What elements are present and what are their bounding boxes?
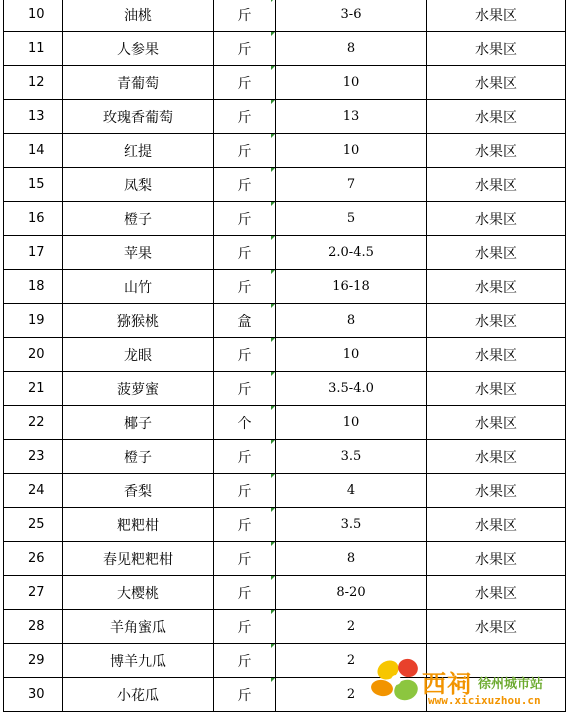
product-name-cell[interactable]: 玫瑰香葡萄: [63, 100, 214, 134]
unit-cell[interactable]: 斤: [214, 474, 276, 508]
price-cell[interactable]: 3.5-4.0: [276, 372, 427, 406]
flower-logo-icon: [366, 650, 426, 710]
unit-cell[interactable]: 斤: [214, 338, 276, 372]
row-index-cell[interactable]: 14: [4, 134, 63, 168]
price-cell[interactable]: 3-6: [276, 0, 427, 32]
unit-cell[interactable]: 斤: [214, 0, 276, 32]
table-row: [4, 304, 566, 338]
table-row: [4, 202, 566, 236]
unit-cell[interactable]: 斤: [214, 100, 276, 134]
unit-cell[interactable]: 斤: [214, 236, 276, 270]
price-table: [3, 0, 566, 712]
product-name-cell[interactable]: 羊角蜜瓜: [63, 610, 214, 644]
table-row: [4, 100, 566, 134]
price-cell[interactable]: 3.5: [276, 440, 427, 474]
watermark-url: www.xicixuzhou.cn: [428, 694, 541, 707]
product-name-cell[interactable]: 龙眼: [63, 338, 214, 372]
price-cell[interactable]: 8: [276, 542, 427, 576]
zone-cell[interactable]: 水果区: [427, 474, 566, 508]
price-cell[interactable]: 8-20: [276, 576, 427, 610]
zone-cell[interactable]: 水果区: [427, 338, 566, 372]
zone-cell[interactable]: 水果区: [427, 372, 566, 406]
table-row: [4, 610, 566, 644]
product-name-cell[interactable]: 橙子: [63, 202, 214, 236]
price-cell[interactable]: 3.5: [276, 508, 427, 542]
zone-cell[interactable]: 水果区: [427, 542, 566, 576]
row-index-cell[interactable]: 28: [4, 610, 63, 644]
unit-cell[interactable]: 斤: [214, 134, 276, 168]
row-index-cell[interactable]: 11: [4, 32, 63, 66]
product-name-cell[interactable]: 橙子: [63, 440, 214, 474]
unit-cell[interactable]: 斤: [214, 440, 276, 474]
unit-cell[interactable]: 斤: [214, 644, 276, 678]
zone-cell[interactable]: 水果区: [427, 236, 566, 270]
table-row: [4, 406, 566, 440]
product-name-cell[interactable]: 香梨: [63, 474, 214, 508]
product-name-cell[interactable]: 山竹: [63, 270, 214, 304]
price-cell[interactable]: 10: [276, 338, 427, 372]
table-row: [4, 372, 566, 406]
row-index-cell[interactable]: 26: [4, 542, 63, 576]
zone-cell[interactable]: 水果区: [427, 100, 566, 134]
zone-cell[interactable]: 水果区: [427, 610, 566, 644]
product-name-cell[interactable]: 猕猴桃: [63, 304, 214, 338]
price-cell[interactable]: 2: [276, 610, 427, 644]
zone-cell[interactable]: 水果区: [427, 202, 566, 236]
row-index-cell[interactable]: 30: [4, 678, 63, 712]
price-cell[interactable]: 8: [276, 32, 427, 66]
table-row: [4, 134, 566, 168]
table-row: [4, 542, 566, 576]
unit-cell[interactable]: 斤: [214, 372, 276, 406]
zone-cell[interactable]: 水果区: [427, 508, 566, 542]
zone-cell[interactable]: 水果区: [427, 406, 566, 440]
zone-cell[interactable]: 水果区: [427, 576, 566, 610]
unit-cell[interactable]: 盒: [214, 304, 276, 338]
row-index-cell[interactable]: 15: [4, 168, 63, 202]
zone-cell[interactable]: 水果区: [427, 0, 566, 32]
price-cell[interactable]: 2: [276, 644, 427, 678]
unit-cell[interactable]: 斤: [214, 32, 276, 66]
row-index-cell[interactable]: 25: [4, 508, 63, 542]
zone-cell[interactable]: 水果区: [427, 134, 566, 168]
price-cell[interactable]: 10: [276, 406, 427, 440]
row-index-cell[interactable]: 16: [4, 202, 63, 236]
product-name-cell[interactable]: 小花瓜: [63, 678, 214, 712]
price-cell[interactable]: 10: [276, 134, 427, 168]
product-name-cell[interactable]: 凤梨: [63, 168, 214, 202]
product-name-cell[interactable]: 红提: [63, 134, 214, 168]
unit-cell[interactable]: 斤: [214, 610, 276, 644]
table-row: [4, 474, 566, 508]
table-row: [4, 236, 566, 270]
price-cell[interactable]: 13: [276, 100, 427, 134]
product-name-cell[interactable]: 椰子: [63, 406, 214, 440]
price-cell[interactable]: 16-18: [276, 270, 427, 304]
price-cell[interactable]: 4: [276, 474, 427, 508]
table-row: [4, 338, 566, 372]
unit-cell[interactable]: 斤: [214, 508, 276, 542]
row-index-cell[interactable]: 17: [4, 236, 63, 270]
table-row: [4, 0, 566, 32]
product-name-cell[interactable]: 春见粑粑柑: [63, 542, 214, 576]
product-name-cell[interactable]: 粑粑柑: [63, 508, 214, 542]
zone-cell[interactable]: 水果区: [427, 66, 566, 100]
price-table-body: [4, 0, 566, 712]
price-cell[interactable]: 5: [276, 202, 427, 236]
price-cell[interactable]: 7: [276, 168, 427, 202]
product-name-cell[interactable]: 油桃: [63, 0, 214, 32]
watermark-site-name: 西祠: [422, 669, 472, 698]
unit-cell[interactable]: 斤: [214, 270, 276, 304]
price-cell[interactable]: 10: [276, 66, 427, 100]
row-index-cell[interactable]: 22: [4, 406, 63, 440]
product-name-cell[interactable]: 大樱桃: [63, 576, 214, 610]
unit-cell[interactable]: 斤: [214, 168, 276, 202]
zone-cell[interactable]: 水果区: [427, 440, 566, 474]
zone-cell[interactable]: 水果区: [427, 32, 566, 66]
price-cell[interactable]: 2: [276, 678, 427, 712]
unit-cell[interactable]: 斤: [214, 576, 276, 610]
table-row: [4, 576, 566, 610]
row-index-cell[interactable]: 12: [4, 66, 63, 100]
table-row: [4, 168, 566, 202]
product-name-cell[interactable]: 苹果: [63, 236, 214, 270]
unit-cell[interactable]: 个: [214, 406, 276, 440]
row-index-cell[interactable]: 27: [4, 576, 63, 610]
zone-cell[interactable]: 水果区: [427, 270, 566, 304]
product-name-cell[interactable]: 博羊九瓜: [63, 644, 214, 678]
zone-cell[interactable]: 水果区: [427, 168, 566, 202]
table-row: [4, 32, 566, 66]
row-index-cell[interactable]: 10: [4, 0, 63, 32]
product-name-cell[interactable]: 青葡萄: [63, 66, 214, 100]
zone-cell[interactable]: 水果区: [427, 304, 566, 338]
unit-cell[interactable]: 斤: [214, 202, 276, 236]
product-name-cell[interactable]: 菠萝蜜: [63, 372, 214, 406]
price-cell[interactable]: 8: [276, 304, 427, 338]
product-name-cell[interactable]: 人参果: [63, 32, 214, 66]
row-index-cell[interactable]: 23: [4, 440, 63, 474]
row-index-cell[interactable]: 21: [4, 372, 63, 406]
row-index-cell[interactable]: 29: [4, 644, 63, 678]
row-index-cell[interactable]: 18: [4, 270, 63, 304]
table-row: [4, 508, 566, 542]
unit-cell[interactable]: 斤: [214, 66, 276, 100]
watermark: [366, 646, 566, 710]
unit-cell[interactable]: 斤: [214, 542, 276, 576]
table-row: [4, 270, 566, 304]
table-row: [4, 440, 566, 474]
row-index-cell[interactable]: 20: [4, 338, 63, 372]
row-index-cell[interactable]: 19: [4, 304, 63, 338]
table-row: [4, 66, 566, 100]
row-index-cell[interactable]: 24: [4, 474, 63, 508]
row-index-cell[interactable]: 13: [4, 100, 63, 134]
price-cell[interactable]: 2.0-4.5: [276, 236, 427, 270]
unit-cell[interactable]: 斤: [214, 678, 276, 712]
watermark-city-name: 徐州城市站: [478, 677, 544, 692]
